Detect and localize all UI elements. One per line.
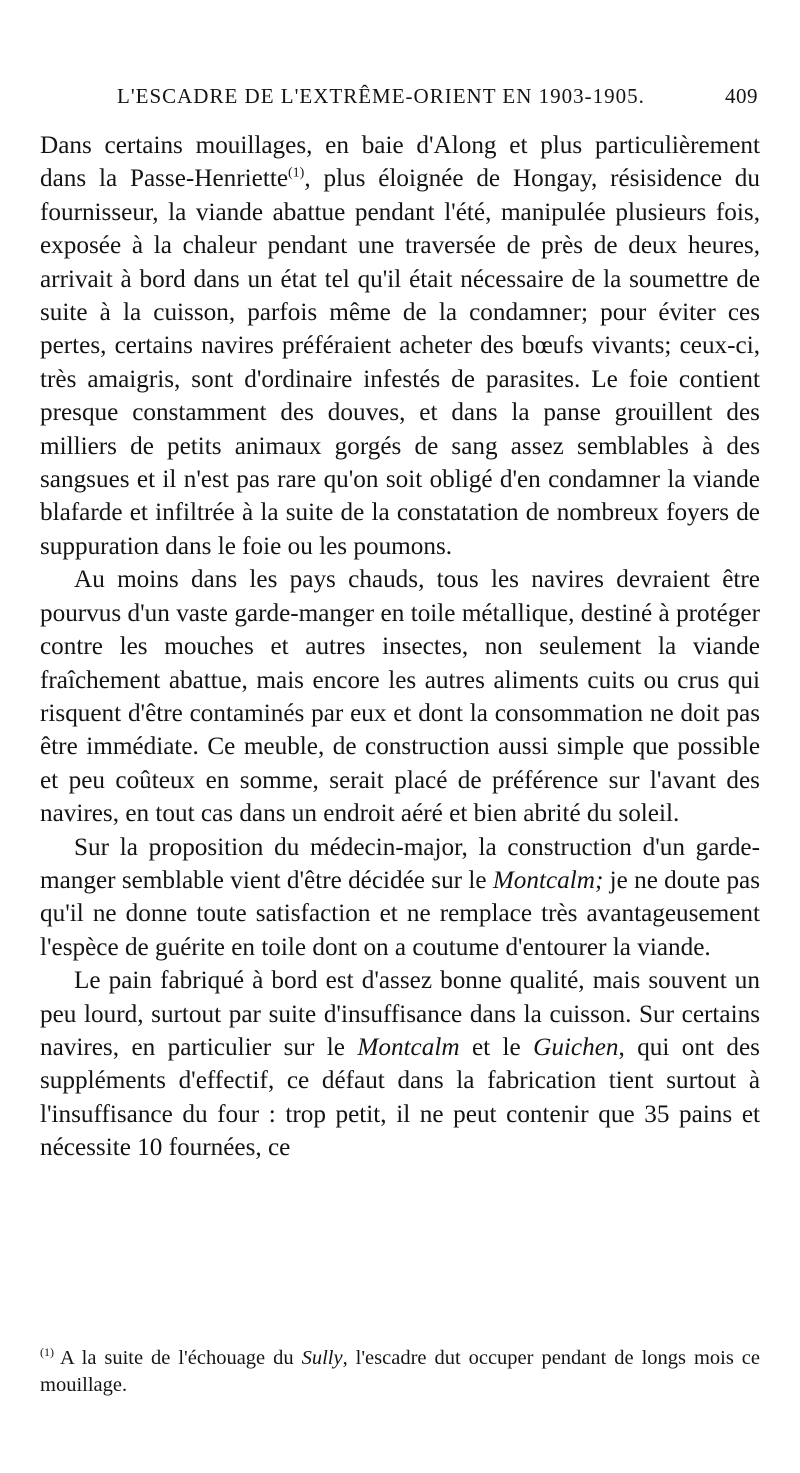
ship-name: Sully bbox=[301, 1347, 343, 1369]
paragraph-2: Au moins dans les pays chauds, tous les navires devraient être pourvus d'un vaste garde-manger en toile métallique, destiné à protéger contre les mouches et autres insectes, non seulement la viande fraîchement abattue, mais encore les autres aliments cuits ou crus qui risquent d'être contaminés par eux et dont la consommation ne doit pas être immédiate. Ce meuble, de construction aussi simple que possible et peu coûteux en somme, serait placé de préférence sur l'avant des navires, en tout cas dans un endroit aéré et bien abrité du soleil. bbox=[40, 566, 760, 828]
paragraph-1-text-a: Dans certains mouillages, en baie d'Along et plus particulièrement dans la Passe-Henriette bbox=[40, 132, 760, 193]
paragraph-3 bbox=[40, 831, 760, 965]
paragraph-1-text-b: , plus éloignée de Hongay, résisidence du fournisseur, la viande abattue pendant l'été, manipulée plusieurs fois, exposée à la chaleur pendant une traversée de près de deux heures, arrivait à bord dans un état tel qu'il était nécessaire de la soumettre de suite à la cuisson, parfois même de la condamner; pour éviter ces pertes, certains navires préféraient acheter des bœufs vivants; ceux-ci, très amaigris, sont d'ordinaire infestés de parasites. Le foie contient presque constamment des douves, et dans la panse grouillent des milliers de petits animaux gorgés de sang assez semblables à des sangsues et il n'est pas rare qu'on soit obligé d'en condamner la viande blafarde et infiltrée à la suite de la constatation de nombreux foyers de suppuration dans le foie ou les poumons. bbox=[40, 165, 760, 560]
footnote-mark: (1) bbox=[40, 1345, 54, 1360]
footnote bbox=[40, 1345, 760, 1399]
footnote-reference[interactable]: (1) bbox=[288, 166, 305, 182]
footnote-text-a: A la suite de l'échouage du bbox=[60, 1347, 302, 1369]
paragraph-4-text-b: et le bbox=[459, 1033, 534, 1061]
paragraph-4 bbox=[40, 964, 760, 1164]
paragraph-4-text-a: Le pain fabriqué à bord est d'assez bonne qualité, mais souvent un peu lourd, surtout par suite d'insuffisance dans la cuisson. Sur certains navires, en particulier sur le bbox=[40, 967, 760, 1061]
paragraph-3-text-a: Sur la proposition du médecin-major, la construction d'un garde-manger semblable vient d'être décidée sur le bbox=[40, 833, 760, 894]
paragraph-1 bbox=[40, 129, 760, 563]
running-header bbox=[117, 84, 758, 109]
footnote-text-b: , l'escadre dut occuper pendant de longs mois ce mouillage. bbox=[40, 1347, 761, 1396]
ship-name: Montcalm bbox=[357, 1033, 460, 1061]
paragraph-3-text-b: je ne doute pas qu'il ne donne toute satisfaction et ne remplace très avantageusement l'espèce de guérite en toile dont on a coutume d'entourer la viande. bbox=[40, 866, 761, 961]
ship-name: Guichen bbox=[533, 1033, 619, 1061]
ship-name: Montcalm; bbox=[492, 866, 604, 894]
body-text bbox=[40, 129, 760, 1165]
paragraph-4-text-c: , qui ont des suppléments d'effectif, ce défaut dans la fabrication tient surtout à l'insuffisance du four : trop petit, il ne peut contenir que 35 pains et nécessite 10 fournées, ce bbox=[40, 1033, 760, 1162]
page-number: 409 bbox=[725, 84, 758, 108]
running-title: L'ESCADRE DE L'EXTRÊME-ORIENT EN 1903-1905. bbox=[117, 84, 645, 108]
